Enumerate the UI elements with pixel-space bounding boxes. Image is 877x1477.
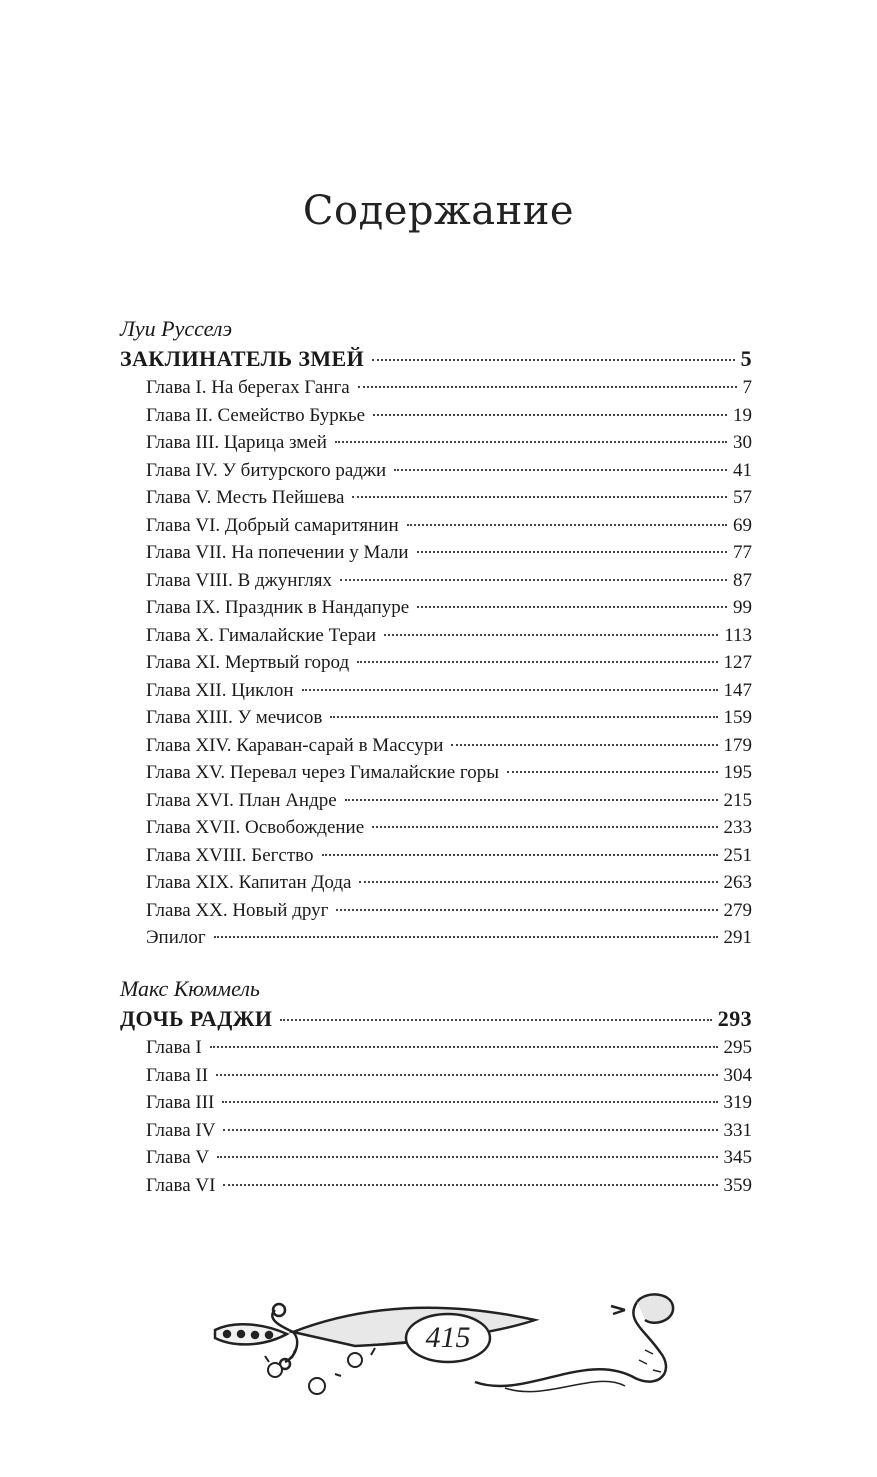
page-number: 415 <box>425 1321 471 1354</box>
chapter-entry <box>120 732 752 760</box>
dot-leader <box>417 551 727 553</box>
chapter-page-number: 215 <box>723 789 752 811</box>
chapter-entry <box>120 649 752 677</box>
chapter-page-number: 30 <box>733 432 752 453</box>
chapter-page-number: 179 <box>723 734 752 756</box>
chapter-title: Глава IV. У битурского раджи <box>146 459 387 481</box>
dot-leader <box>330 716 717 718</box>
chapter-entry <box>120 1117 752 1145</box>
chapter-entry <box>120 567 752 595</box>
chapter-page-number: 87 <box>733 569 752 591</box>
chapter-page-number: 263 <box>723 872 752 893</box>
chapter-page-number: 19 <box>733 404 752 426</box>
chapter-title: Глава XIV. Караван-сарай в Массури <box>146 734 444 756</box>
dot-leader <box>507 771 717 773</box>
chapter-title: Глава II <box>146 1064 209 1086</box>
chapter-page-number: 147 <box>723 679 752 701</box>
dot-leader <box>223 1184 717 1186</box>
chapter-title: Глава V. Месть Пейшева <box>146 487 345 508</box>
chapter-page-number: 233 <box>723 817 752 838</box>
chapter-title: Глава XV. Перевал через Гималайские горы <box>146 762 500 783</box>
book-page-number: 5 <box>740 346 752 371</box>
chapter-list <box>120 1034 752 1199</box>
dot-leader <box>335 441 727 443</box>
chapter-entry <box>120 1144 752 1172</box>
chapter-entry <box>120 759 752 787</box>
chapter-page-number: 195 <box>723 762 752 783</box>
dot-leader <box>372 359 735 361</box>
chapter-entry <box>120 1034 752 1062</box>
chapter-title: Глава VI. Добрый самаритянин <box>146 514 399 536</box>
chapter-title: Глава V <box>146 1147 210 1168</box>
dot-leader <box>280 1019 711 1021</box>
book-title: ЗАКЛИНАТЕЛЬ ЗМЕЙ <box>120 346 365 371</box>
cobra-icon <box>475 1294 673 1391</box>
gems-icon <box>265 1348 375 1394</box>
chapter-entry <box>120 869 752 897</box>
chapter-page-number: 359 <box>723 1174 752 1196</box>
chapter-page-number: 291 <box>723 927 752 948</box>
book-entry <box>120 1004 752 1034</box>
dot-leader <box>451 744 717 746</box>
chapter-title: Глава XX. Новый друг <box>146 899 329 921</box>
chapter-page-number: 159 <box>723 707 752 728</box>
dot-leader <box>384 634 718 636</box>
toc-section <box>120 314 752 952</box>
chapter-title: Эпилог <box>146 927 206 948</box>
chapter-title: Глава XII. Циклон <box>146 679 294 701</box>
chapter-title: Глава VI <box>146 1174 216 1196</box>
toc-section <box>120 974 752 1199</box>
chapter-entry <box>120 842 752 870</box>
chapter-entry <box>120 1089 752 1117</box>
chapter-entry <box>120 924 752 952</box>
chapter-entry <box>120 374 752 402</box>
chapter-title: Глава I. На берегах Ганга <box>146 377 350 398</box>
page-title: Содержание <box>302 188 575 234</box>
chapter-title: Глава XI. Мертвый город <box>146 652 350 673</box>
dot-leader <box>357 661 717 663</box>
dot-leader <box>358 386 737 388</box>
dot-leader <box>372 826 717 828</box>
dot-leader <box>222 1101 717 1103</box>
dot-leader <box>373 414 727 416</box>
chapter-entry <box>120 897 752 925</box>
chapter-page-number: 345 <box>723 1147 752 1168</box>
dot-leader <box>394 469 727 471</box>
dot-leader <box>345 799 718 801</box>
chapter-title: Глава III. Царица змей <box>146 432 327 453</box>
chapter-page-number: 127 <box>723 652 752 673</box>
chapter-title: Глава VII. На попечении у Мали <box>146 542 409 563</box>
chapter-title: Глава X. Гималайские Тераи <box>146 624 377 646</box>
chapter-title: Глава III <box>146 1092 215 1113</box>
chapter-title: Глава IX. Праздник в Нандапуре <box>146 597 410 618</box>
dot-leader <box>302 689 718 691</box>
chapter-entry <box>120 622 752 650</box>
chapter-title: Глава XVIII. Бегство <box>146 844 314 866</box>
chapter-page-number: 77 <box>733 542 752 563</box>
dot-leader <box>340 579 727 581</box>
chapter-page-number: 251 <box>723 844 752 866</box>
chapter-page-number: 295 <box>723 1037 752 1058</box>
dot-leader <box>210 1046 718 1048</box>
chapter-entry <box>120 512 752 540</box>
book-page-number: 293 <box>717 1006 752 1031</box>
chapter-page-number: 57 <box>733 487 752 508</box>
chapter-title: Глава XIX. Капитан Дода <box>146 872 352 893</box>
chapter-page-number: 7 <box>742 377 752 398</box>
book-title: ДОЧЬ РАДЖИ <box>120 1006 273 1031</box>
dot-leader <box>223 1129 717 1131</box>
dot-leader <box>352 496 727 498</box>
chapter-title: Глава IV <box>146 1119 216 1141</box>
chapter-page-number: 279 <box>723 899 752 921</box>
chapter-entry <box>120 429 752 457</box>
dot-leader <box>214 936 718 938</box>
chapter-page-number: 99 <box>733 597 752 618</box>
chapter-list <box>120 374 752 952</box>
chapter-page-number: 331 <box>723 1119 752 1141</box>
chapter-entry <box>120 814 752 842</box>
chapter-title: Глава XVI. План Андре <box>146 789 337 811</box>
chapter-entry <box>120 1062 752 1090</box>
chapter-title: Глава XVII. Освобождение <box>146 817 365 838</box>
chapter-page-number: 319 <box>723 1092 752 1113</box>
chapter-entry <box>120 402 752 430</box>
chapter-title: Глава XIII. У мечисов <box>146 707 323 728</box>
book-entry <box>120 344 752 374</box>
chapter-page-number: 69 <box>733 514 752 536</box>
chapter-page-number: 41 <box>733 459 752 481</box>
author-name: Луи Русселэ <box>120 316 233 341</box>
dot-leader <box>217 1156 717 1158</box>
dot-leader <box>216 1074 717 1076</box>
chapter-entry <box>120 1172 752 1200</box>
chapter-page-number: 304 <box>723 1064 752 1086</box>
chapter-entry <box>120 704 752 732</box>
dot-leader <box>336 909 717 911</box>
dot-leader <box>359 881 717 883</box>
chapter-entry <box>120 787 752 815</box>
chapter-entry <box>120 677 752 705</box>
chapter-page-number: 113 <box>724 624 752 646</box>
chapter-title: Глава VIII. В джунглях <box>146 569 333 591</box>
dot-leader <box>407 524 727 526</box>
chapter-title: Глава I <box>146 1037 202 1058</box>
author-name: Макс Кюммель <box>120 976 260 1001</box>
chapter-entry <box>120 484 752 512</box>
chapter-title: Глава II. Семейство Буркье <box>146 404 366 426</box>
chapter-entry <box>120 594 752 622</box>
chapter-entry <box>120 539 752 567</box>
chapter-entry <box>120 457 752 485</box>
dot-leader <box>322 854 718 856</box>
dot-leader <box>417 606 727 608</box>
